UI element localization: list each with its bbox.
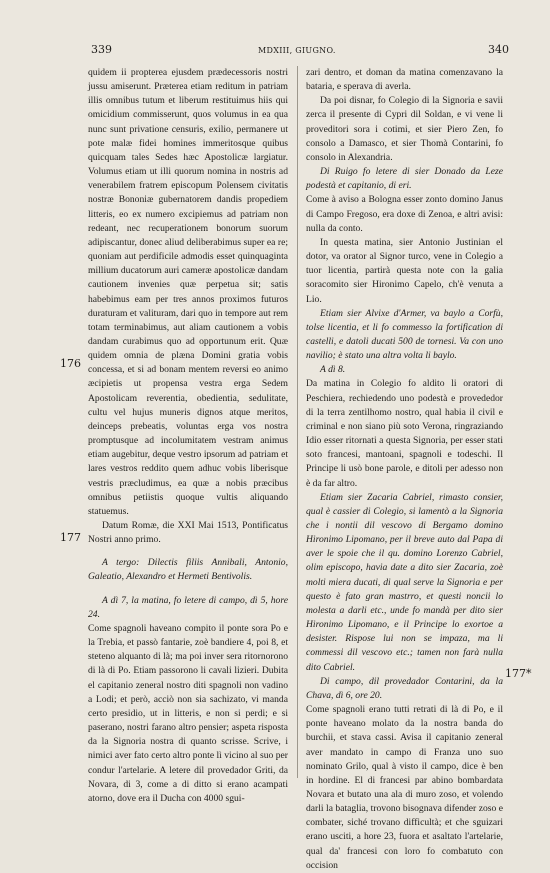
paragraph: Come spagnoli erano tutti retrati di là di Po, e il ponte haveano molato da la nostra banda do burchii, et stava cassi. Avisa il capitanio zeneral aver mandato in campo di Franza uno suo nominato Grilo, qual à visto il campo, dice è ben in hordine. El di francesi par abino bombardata Novara et butato una ala di muro zoso, et volendo darli la bataglia, trovono bisognava difender zoso e combater, siché trovano difficultà; et che sguizari erano usciti, a hore 23, fuora et asaltato l'artelarie, qual da' francesi con loro fo combatuto con occision <box>306 704 503 871</box>
margin-note-177: 177 <box>60 531 81 544</box>
paragraph: Etiam sier Zacaria Cabriel, rimasto consier, qual è cassier di Colegio, si lamentò a la Signoria che i nontii dil vescovo di Bergamo domino Hironimo Lipomano, per il breve auto dal Papa di aver le spoie che il qu. domino Lorenzo Cabriel, olim episcopo, havia date a dito sier Zacaria, zoè molti miera ducati, di qual serve la Signoria e per questo è fato gran mastrro, et questi noncii lo molesta a darli etc., unde fo mandà per dito sier Hironimo Lipomano, e il Principe lo exortoe a desister. Rispose lui non se impaza, ma li commessi dil vescovo etc.; tamen non farà nulla dito Cabriel. <box>306 491 503 673</box>
paragraph: A tergo: Dilectis filiis Annibali, Antonio, Galeatio, Alexandro et Hermeti Bentivolis. <box>88 557 288 583</box>
left-column <box>88 66 288 804</box>
running-head: MDXIII, GIUGNO. <box>258 46 336 55</box>
page-number-right: 340 <box>488 43 509 56</box>
column-rule <box>297 66 298 778</box>
paragraph: zari dentro, et doman da matina comenzavano la bataria, e sperava di averla. <box>306 67 503 93</box>
margin-note-176: 176 <box>60 357 81 370</box>
right-column <box>306 66 503 871</box>
paragraph: Datum Romæ, die XXI Mai 1513, Pontificatus Nostri anno primo. <box>88 520 288 546</box>
paragraph: A dì 7, la matina, fo letere di campo, dì 5, hore 24. <box>88 594 288 620</box>
paragraph: Etiam sier Alvixe d'Armer, va baylo a Corfù, tolse licentia, et li fo commesso la fortification di castelli, e datoli ducati 500 de tornesi. Va con uno navilio; è stato una altra volta li baylo. <box>306 307 503 362</box>
paragraph: A dì 8. <box>320 364 346 376</box>
paragraph: Da poi disnar, fo Colegio di la Signoria e savii zerca il presente di Cypri dil Soldan, e vi vene li proveditori sora i cotimi, et sier Piero Zen, fo consolo a Damasco, et sier Thomà Contarini, fo consolo in Alexandria. <box>306 95 503 163</box>
paragraph <box>88 547 288 556</box>
paragraph: In questa matina, sier Antonio Justinian el dotor, va orator al Signor turco, vene in Colegio a tuor licentia, partirà questa note con la galia soracomito sier Hironimo Capelo, ch'è venuta a Lio. <box>306 236 503 305</box>
paragraph: Come à aviso a Bologna esser zonto domino Janus di Campo Fregoso, era doxe di Zenoa, e altri avisi: nulla da conto. <box>306 194 503 234</box>
paragraph <box>88 585 288 594</box>
paragraph: Di Ruigo fo letere di sier Donado da Leze podestà et capitanio, di eri. <box>306 166 503 192</box>
paragraph: quidem ii propterea ejusdem prædecessoris nostri jussu amiserunt. Præterea etiam reditum in patriam illis omnibus tutum et liberum restituimus hiis qui omicidium commisserunt, quos volumus in ea qua nunc sunt privatione censuris, exilio, permanere ut pote malæ fidei homines immeritosque quibus quicquam tales Sedes hæc Apostolicæ largiatur. Volumus etiam ut illi quorum nomina in nostris ad venerabilem fratrem episcopum Polensem civitatis nostræ Bononiæ gubernatorem dandis propediem litteris, eo ex numero excipiemus ad patriam non redeant, nec recuperationem bonorum suorum adipiscantur, donec aliud deliberabimus super ea re; quoniam aut perdificile admodis esset quinquaginta millium ducatorum auri cameræ apostolicæ dandam cautionem invenies quæ perpetua sit; satis habebimus eam per tres annos proximos futuros duraturam et valituram, dari quo in tempore aut rem totam terminabimus, aut aliam cautionem a vobis dandam curabimus quo ad opportunum erit. Quæ quidem omnia de plæna Domini gratia vobis concessa, et si ad bonam mentem reversi eo animo æcipietis ut propensa vestra erga Sedem Apostolicam reverentia, obedientia, sedulitate, cultu vel hujus muneris dignos atque meritos, deinceps prebeatis, voluntas erga vos nostra promptusque ad incolumitatem vestram animus etiam augebitur, deque vestro ipsorum ad patriam et lares vestros reddito quem adhuc vobis liberisque vestris præcludimus, ea quæ a nobis præcibus omnibus petiistis quoque vultis aliquando statuemus. <box>88 67 288 517</box>
page-number-left: 339 <box>91 43 112 56</box>
margin-note-177-star: 177* <box>505 667 532 680</box>
paragraph: Da matina in Colegio fo aldito li oratori di Peschiera, rechiedendo uno podestà e provededor di la terra zentilhomo nostro, qual habia il civil e criminal e non siano più soto Verona, ringraziando Idio esser ritornati a questa Signoria, per esser stati soto francesi, mantoani, spagnoli e todeschi. Il Principe li usò bone parole, e ditoli per adesso non è da far altro. <box>306 378 503 489</box>
paragraph: Come spagnoli haveano compito il ponte sora Po e la Trebia, et passò fantarie, zoè bandiere 4, poi 8, et steteno alquanto di là; ma poi inver sera ritornorono di là di Po. Etiam passorono li cavali lizieri. Dubita el capitanio zeneral nostro diti spagnoli non vadino a Lodi; et però, acciò non sia sachizato, vi manda certo presidio, ut in litteris, e non si perdi; e si paserano, nostri farano altro pensier; aspeta risposta da la Signoria nostra di quanto scrisse. Scrive, i nimici aver fato certo altro ponte lì vicino al suo per condur l'artelarie. A letere dil provedador Griti, da Novara, di 3, come a di ditto si erano acampati atorno, dove era il Ducha con 4000 sgui- <box>88 622 288 804</box>
paragraph: Di campo, dil provedador Contarini, da la Chava, dì 6, ore 20. <box>306 675 503 701</box>
